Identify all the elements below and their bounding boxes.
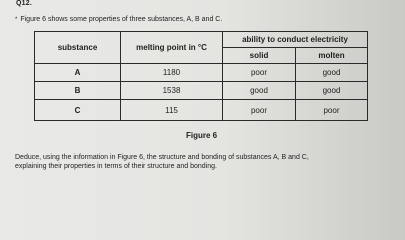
instruction-line-2: explaining their properties in terms of their structure and bonding. <box>15 163 217 170</box>
question-intro <box>15 16 222 23</box>
properties-table <box>34 31 368 121</box>
question-number: Q12. <box>16 0 32 7</box>
instruction-line-1: Deduce, using the information in Figure 6, the structure and bonding of substances A, B and C, <box>15 154 309 161</box>
melting-point-cell: 115 <box>121 100 223 121</box>
molten-conductivity-cell: good <box>296 82 368 100</box>
substance-cell: A <box>35 64 121 82</box>
molten-conductivity-cell: poor <box>296 100 368 121</box>
intro-text: Figure 6 shows some properties of three substances, A, B and C. <box>20 16 223 23</box>
header-molten: molten <box>296 48 368 64</box>
solid-conductivity-cell: good <box>223 82 296 100</box>
header-conductivity: ability to conduct electricity <box>223 32 368 48</box>
header-substance: substance <box>35 32 121 64</box>
header-melting-point: melting point in °C <box>121 32 223 64</box>
molten-conductivity-cell: good <box>296 64 368 82</box>
figure-caption: Figure 6 <box>186 131 218 140</box>
substance-cell: C <box>35 100 121 121</box>
table-row <box>35 82 368 100</box>
solid-conductivity-cell: poor <box>223 64 296 82</box>
bullet-marker: * <box>15 17 18 23</box>
melting-point-cell: 1538 <box>121 82 223 100</box>
melting-point-cell: 1180 <box>121 64 223 82</box>
substance-cell: B <box>35 82 121 100</box>
solid-conductivity-cell: poor <box>223 100 296 121</box>
question-instruction <box>15 153 309 171</box>
table-row <box>35 64 368 82</box>
header-solid: solid <box>223 48 296 64</box>
table-row <box>35 100 368 121</box>
